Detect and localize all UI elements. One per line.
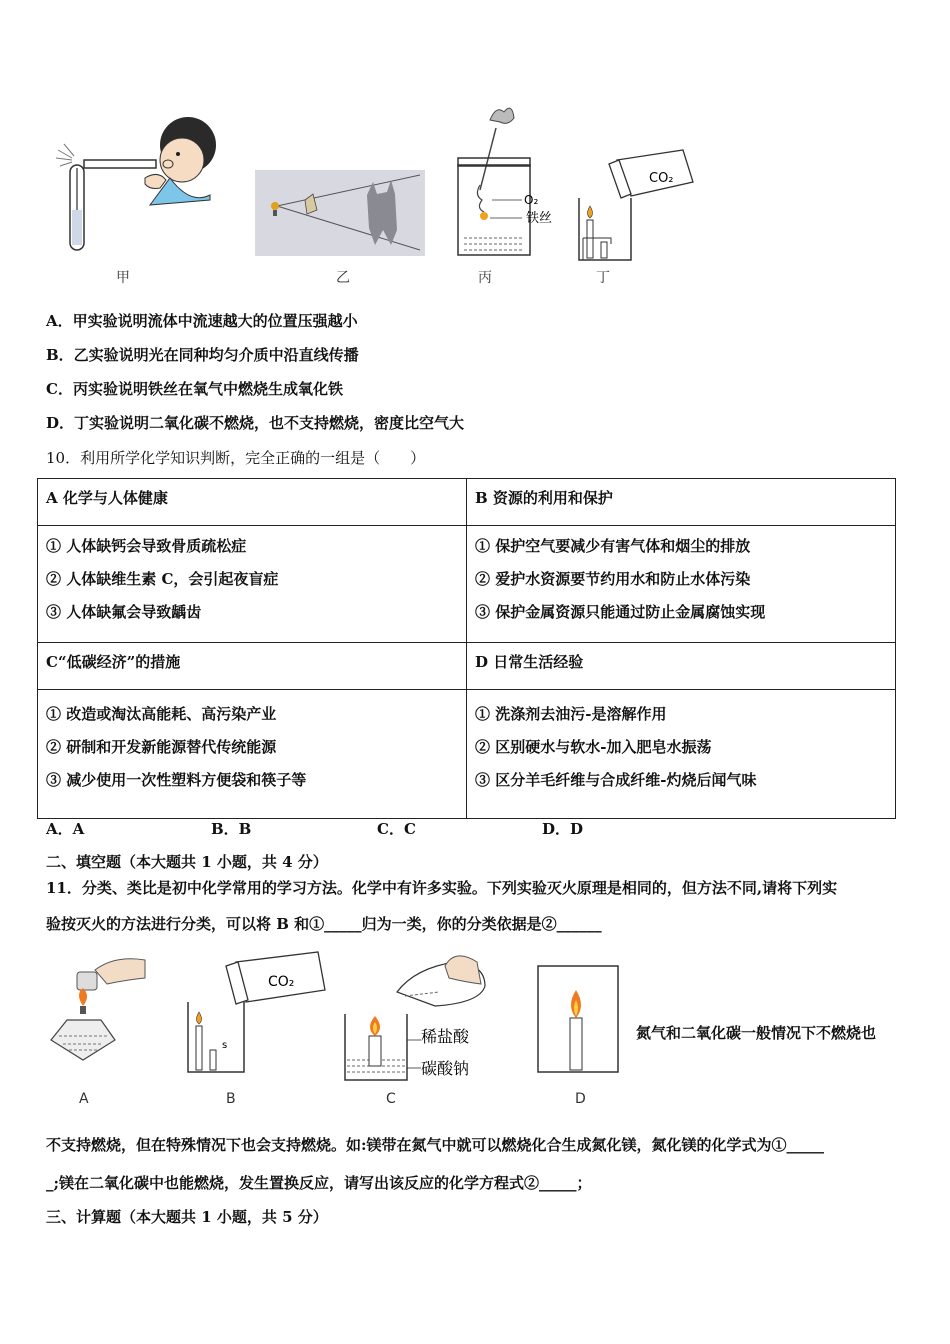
cell-c-head: C“低碳经济”的措施 xyxy=(38,643,467,690)
q11-line3: 不支持燃烧，但在特殊情况下也会支持燃烧。如:镁带在氮气中就可以燃烧化合生成氮化镁，氮化镁的化学式为①_____ xyxy=(46,1136,825,1154)
figure-label-bing: 丙 xyxy=(478,270,492,286)
cell-b-item: ① 保护空气要减少有害气体和烟尘的排放 xyxy=(475,537,751,555)
acid-label: 稀盐酸 xyxy=(421,1027,470,1046)
cell-d-head: D 日常生活经验 xyxy=(467,643,896,690)
figure-c-reaction xyxy=(335,948,495,1083)
cell-a-body xyxy=(38,526,467,643)
figure-label-yi: 乙 xyxy=(336,270,350,286)
cell-a-item: ① 人体缺钙会导致骨质疏松症 xyxy=(46,537,247,555)
s-label: s xyxy=(222,1040,228,1051)
figure-ding xyxy=(575,148,705,263)
cell-c-body xyxy=(38,690,467,819)
figure-d-jar xyxy=(530,960,625,1075)
q10-table xyxy=(37,478,896,819)
cell-d-item: ③ 区分羊毛纤维与合成纤维-灼烧后闻气味 xyxy=(475,771,757,789)
q9-option-d: D．丁实验说明二氧化碳不燃烧，也不支持燃烧，密度比空气大 xyxy=(46,414,465,432)
salt-label: 碳酸钠 xyxy=(421,1059,470,1078)
q10-option-a: A．A xyxy=(46,820,85,838)
iron-wire-label: 铁丝 xyxy=(526,211,553,226)
q11-side-text: 氮气和二氧化碳一般情况下不燃烧也 xyxy=(636,1024,877,1042)
cell-b-item: ③ 保护金属资源只能通过防止金属腐蚀实现 xyxy=(475,603,766,621)
o2-label: O₂ xyxy=(524,193,539,207)
co2-label-top: CO₂ xyxy=(649,171,674,186)
cell-d-body xyxy=(467,690,896,819)
figure-jia xyxy=(50,110,220,260)
cell-a-item: ② 人体缺维生素 C，会引起夜盲症 xyxy=(46,570,279,588)
co2-label-b: CO₂ xyxy=(268,974,295,990)
figure-label-jia: 甲 xyxy=(116,270,130,286)
q10-option-c: C．C xyxy=(377,820,416,838)
q10-option-b: B．B xyxy=(211,820,252,838)
cell-b-body xyxy=(467,526,896,643)
q11-line1: 11．分类、类比是初中化学常用的学习方法。化学中有许多实验。下列实验灭火原理是相同的，但方法不同,请将下列实 xyxy=(46,879,838,897)
q9-option-b: B．乙实验说明光在同种均匀介质中沿直线传播 xyxy=(46,346,359,364)
cell-d-item: ① 洗涤剂去油污-是溶解作用 xyxy=(475,705,667,723)
cell-a-item: ③ 人体缺氟会导致龋齿 xyxy=(46,603,202,621)
section3-title: 三、计算题（本大题共 1 小题，共 5 分） xyxy=(46,1208,328,1226)
figure-yi xyxy=(255,170,425,256)
cell-c-item: ③ 减少使用一次性塑料方便袋和筷子等 xyxy=(46,771,307,789)
cell-c-item: ② 研制和开发新能源替代传统能源 xyxy=(46,738,277,756)
q9-option-a: A．甲实验说明流体中流速越大的位置压强越小 xyxy=(46,312,358,330)
cell-d-item: ② 区别硬水与软水-加入肥皂水振荡 xyxy=(475,738,712,756)
figure-label-a: A xyxy=(79,1091,89,1107)
figure-label-b: B xyxy=(226,1091,236,1107)
cell-c-item: ① 改造或淘汰高能耗、高污染产业 xyxy=(46,705,277,723)
q11-line2: 验按灭火的方法进行分类，可以将 B 和①_____归为一类，你的分类依据是②______ xyxy=(46,915,602,933)
figure-label-ding: 丁 xyxy=(596,270,610,286)
q10-option-d: D．D xyxy=(542,820,584,838)
cell-b-item: ② 爱护水资源要节约用水和防止水体污染 xyxy=(475,570,751,588)
figure-bing xyxy=(450,100,570,260)
cell-a-head: A 化学与人体健康 xyxy=(38,479,467,526)
figure-b-beaker xyxy=(180,950,330,1075)
section2-title: 二、填空题（本大题共 1 小题，共 4 分） xyxy=(46,853,328,871)
cell-b-head: B 资源的利用和保护 xyxy=(467,479,896,526)
q11-line4: _;镁在二氧化碳中也能燃烧，发生置换反应，请写出该反应的化学方程式②_____； xyxy=(46,1174,592,1192)
figure-a-lamp xyxy=(45,950,155,1075)
figure-label-c: C xyxy=(386,1091,396,1107)
q10-stem: 10．利用所学化学知识判断，完全正确的一组是（ ） xyxy=(46,449,426,467)
q9-option-c: C．丙实验说明铁丝在氧气中燃烧生成氧化铁 xyxy=(46,380,343,398)
figure-label-d: D xyxy=(575,1091,586,1107)
